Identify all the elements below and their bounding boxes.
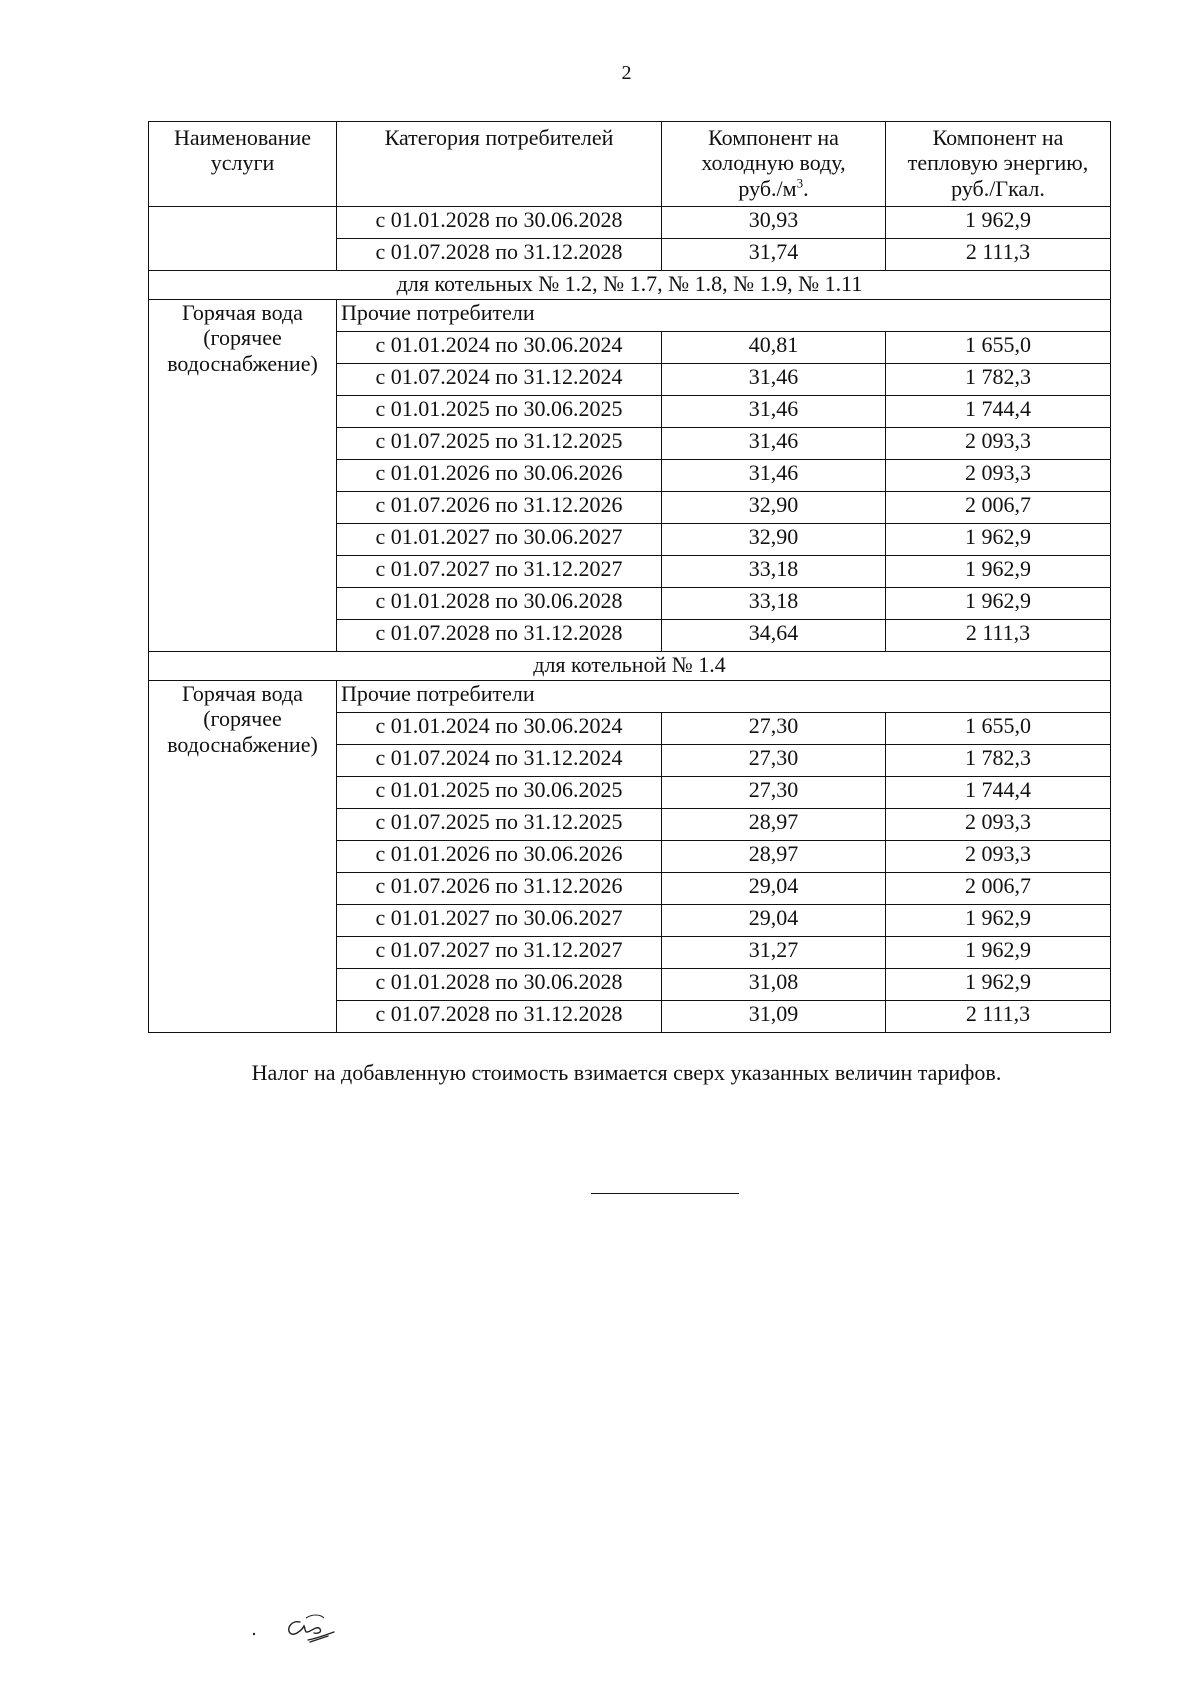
heat-energy-cell: 1 962,9 <box>886 556 1111 588</box>
cold-water-cell: 28,97 <box>662 841 886 873</box>
cold-water-cell: 31,27 <box>662 937 886 969</box>
category-row <box>149 681 1111 713</box>
period-cell: с 01.01.2028 по 30.06.2028 <box>337 207 662 239</box>
heat-energy-cell: 1 962,9 <box>886 937 1111 969</box>
period-cell: с 01.01.2028 по 30.06.2028 <box>337 969 662 1001</box>
cold-water-cell: 31,46 <box>662 460 886 492</box>
period-cell: с 01.07.2025 по 31.12.2025 <box>337 809 662 841</box>
heat-energy-cell: 1 962,9 <box>886 969 1111 1001</box>
vat-note: Налог на добавленную стоимость взимается сверх указанных величин тарифов. <box>251 1060 1002 1085</box>
cold-water-cell: 29,04 <box>662 905 886 937</box>
heat-energy-cell: 1 962,9 <box>886 207 1111 239</box>
section-row <box>149 271 1111 300</box>
header-service: Наименование услуги <box>149 122 337 207</box>
cold-water-cell: 29,04 <box>662 873 886 905</box>
cold-water-cell: 31,46 <box>662 428 886 460</box>
section-row <box>149 652 1111 681</box>
period-cell: с 01.01.2026 по 30.06.2026 <box>337 841 662 873</box>
service-cell: Горячая вода (горячее водоснабжение) <box>149 681 337 1033</box>
period-cell: с 01.07.2028 по 31.12.2028 <box>337 239 662 271</box>
cold-water-cell: 30,93 <box>662 207 886 239</box>
service-cell: Горячая вода (горячее водоснабжение) <box>149 300 337 652</box>
heat-energy-cell: 2 111,3 <box>886 239 1111 271</box>
header-cold-water-unit: руб./м <box>738 175 797 201</box>
cold-water-cell: 40,81 <box>662 332 886 364</box>
period-cell: с 01.07.2026 по 31.12.2026 <box>337 492 662 524</box>
heat-energy-cell: 2 093,3 <box>886 460 1111 492</box>
period-cell: с 01.01.2025 по 30.06.2025 <box>337 777 662 809</box>
header-heat-energy: Компонент на тепловую энергию, руб./Гкал. <box>886 122 1111 207</box>
separator-line <box>591 1193 739 1194</box>
period-cell: с 01.07.2027 по 31.12.2027 <box>337 937 662 969</box>
cold-water-cell: 31,46 <box>662 396 886 428</box>
period-cell: с 01.01.2024 по 30.06.2024 <box>337 713 662 745</box>
period-cell: с 01.01.2027 по 30.06.2027 <box>337 905 662 937</box>
heat-energy-cell: 1 962,9 <box>886 905 1111 937</box>
heat-energy-cell: 1 655,0 <box>886 332 1111 364</box>
signature-icon <box>248 1600 368 1660</box>
heat-energy-cell: 2 111,3 <box>886 620 1111 652</box>
header-cold-water-label: Компонент на холодную воду, <box>701 125 846 176</box>
period-cell: с 01.01.2026 по 30.06.2026 <box>337 460 662 492</box>
heat-energy-cell: 2 111,3 <box>886 1001 1111 1033</box>
period-cell: с 01.01.2027 по 30.06.2027 <box>337 524 662 556</box>
cold-water-cell: 31,08 <box>662 969 886 1001</box>
period-cell: с 01.07.2028 по 31.12.2028 <box>337 1001 662 1033</box>
heat-energy-cell: 1 744,4 <box>886 396 1111 428</box>
category-row <box>149 300 1111 332</box>
cold-water-cell: 32,90 <box>662 524 886 556</box>
period-cell: с 01.01.2025 по 30.06.2025 <box>337 396 662 428</box>
header-cold-water-unit-sup: 3 <box>796 175 804 191</box>
cold-water-cell: 34,64 <box>662 620 886 652</box>
cold-water-cell: 28,97 <box>662 809 886 841</box>
service-cell-empty <box>149 207 337 271</box>
heat-energy-cell: 2 006,7 <box>886 873 1111 905</box>
header-cold-water <box>662 122 886 207</box>
cold-water-cell: 33,18 <box>662 556 886 588</box>
cold-water-cell: 33,18 <box>662 588 886 620</box>
heat-energy-cell: 2 006,7 <box>886 492 1111 524</box>
cold-water-cell: 27,30 <box>662 745 886 777</box>
category-cell: Прочие потребители <box>337 300 1111 332</box>
heat-energy-cell: 1 782,3 <box>886 745 1111 777</box>
heat-energy-cell: 1 655,0 <box>886 713 1111 745</box>
cold-water-cell: 32,90 <box>662 492 886 524</box>
period-cell: с 01.01.2028 по 30.06.2028 <box>337 588 662 620</box>
heat-energy-cell: 2 093,3 <box>886 428 1111 460</box>
header-category: Категория потребителей <box>337 122 662 207</box>
period-cell: с 01.01.2024 по 30.06.2024 <box>337 332 662 364</box>
heat-energy-cell: 1 962,9 <box>886 588 1111 620</box>
cold-water-cell: 27,30 <box>662 777 886 809</box>
tariff-table <box>148 121 1111 1033</box>
period-cell: с 01.07.2026 по 31.12.2026 <box>337 873 662 905</box>
table-header-row <box>149 122 1111 207</box>
section-title: для котельной № 1.4 <box>149 652 1111 681</box>
period-cell: с 01.07.2027 по 31.12.2027 <box>337 556 662 588</box>
heat-energy-cell: 2 093,3 <box>886 841 1111 873</box>
period-cell: с 01.07.2028 по 31.12.2028 <box>337 620 662 652</box>
period-cell: с 01.07.2024 по 31.12.2024 <box>337 364 662 396</box>
cold-water-cell: 31,09 <box>662 1001 886 1033</box>
heat-energy-cell: 1 782,3 <box>886 364 1111 396</box>
heat-energy-cell: 1 744,4 <box>886 777 1111 809</box>
period-cell: с 01.07.2024 по 31.12.2024 <box>337 745 662 777</box>
table-row <box>149 207 1111 239</box>
period-cell: с 01.07.2025 по 31.12.2025 <box>337 428 662 460</box>
cold-water-cell: 31,74 <box>662 239 886 271</box>
cold-water-cell: 31,46 <box>662 364 886 396</box>
heat-energy-cell: 2 093,3 <box>886 809 1111 841</box>
cold-water-cell: 27,30 <box>662 713 886 745</box>
category-cell: Прочие потребители <box>337 681 1111 713</box>
header-cold-water-unit-end: . <box>803 175 809 201</box>
page-number: 2 <box>621 62 632 84</box>
section-title: для котельных № 1.2, № 1.7, № 1.8, № 1.9, № 1.11 <box>149 271 1111 300</box>
heat-energy-cell: 1 962,9 <box>886 524 1111 556</box>
